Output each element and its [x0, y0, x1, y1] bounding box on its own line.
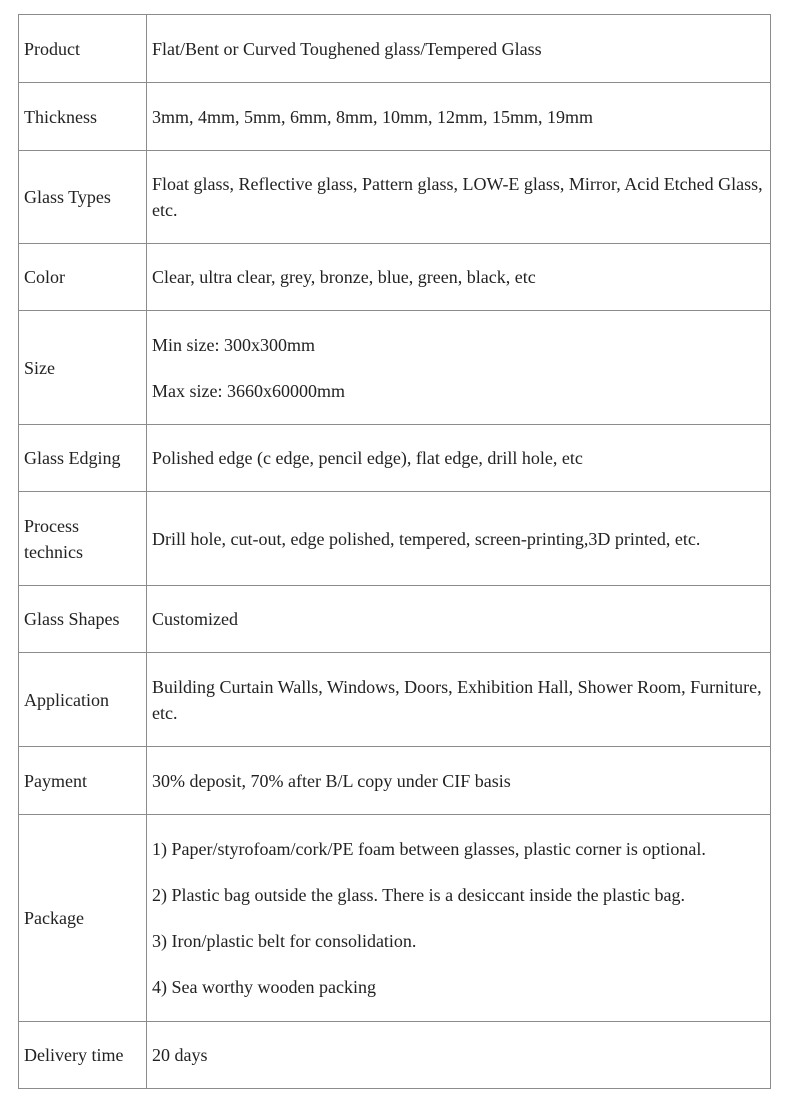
row-value: [147, 425, 771, 492]
value-line: Max size: 3660x60000mm: [152, 380, 345, 401]
value-line: 30% deposit, 70% after B/L copy under CIF basis: [152, 770, 511, 791]
row-label: Application: [19, 653, 147, 747]
row-label: Size: [19, 311, 147, 425]
table-row-delivery-time: [19, 1022, 771, 1089]
table-row-payment: [19, 747, 771, 815]
row-value: [147, 15, 771, 83]
row-label: Glass Types: [19, 151, 147, 244]
row-label: Thickness: [19, 83, 147, 151]
table-row-thickness: [19, 83, 771, 151]
value-line: 4) Sea worthy wooden packing: [152, 977, 376, 997]
value-line: 3mm, 4mm, 5mm, 6mm, 8mm, 10mm, 12mm, 15mm, 19mm: [152, 106, 594, 127]
row-value: [147, 653, 771, 747]
row-label: Glass Edging: [19, 425, 147, 492]
value-line: Flat/Bent or Curved Toughened glass/Tempered Glass: [152, 38, 542, 59]
table-row-size: [19, 311, 771, 425]
row-value: [147, 151, 771, 244]
row-value: [147, 1022, 771, 1089]
value-line: 3) Iron/plastic belt for consolidation.: [152, 931, 417, 951]
row-label: Product: [19, 15, 147, 83]
product-spec-table: [18, 14, 771, 1089]
value-line: Customized: [152, 609, 238, 629]
row-label: Glass Shapes: [19, 586, 147, 653]
value-line: Float glass, Reflective glass, Pattern glass, LOW-E glass, Mirror, Acid Etched Glass, etc.: [152, 174, 763, 220]
row-label: Process technics: [19, 492, 147, 586]
value-line: 1) Paper/styrofoam/cork/PE foam between glasses, plastic corner is optional.: [152, 839, 706, 859]
row-label: Payment: [19, 747, 147, 815]
row-label: Delivery time: [19, 1022, 147, 1089]
value-line: Drill hole, cut-out, edge polished, tempered, screen-printing,3D printed, etc.: [152, 528, 701, 549]
value-line: Polished edge (c edge, pencil edge), flat edge, drill hole, etc: [152, 448, 583, 468]
value-line: Building Curtain Walls, Windows, Doors, Exhibition Hall, Shower Room, Furniture, etc.: [152, 676, 762, 723]
table-row-glass-edging: [19, 425, 771, 492]
row-value: [147, 815, 771, 1022]
table-row-application: [19, 653, 771, 747]
table-row-glass-types: [19, 151, 771, 244]
table-row-glass-shapes: [19, 586, 771, 653]
row-value: [147, 311, 771, 425]
table-row-process-technics: [19, 492, 771, 586]
row-value: [147, 586, 771, 653]
table-row-package: [19, 815, 771, 1022]
row-value: [147, 492, 771, 586]
row-value: [147, 83, 771, 151]
row-value: [147, 244, 771, 311]
table-row-color: [19, 244, 771, 311]
value-line: 2) Plastic bag outside the glass. There is a desiccant inside the plastic bag.: [152, 885, 686, 905]
row-value: [147, 747, 771, 815]
table-row-product: [19, 15, 771, 83]
row-label: Package: [19, 815, 147, 1022]
value-line: Min size: 300x300mm: [152, 334, 315, 355]
row-label: Color: [19, 244, 147, 311]
value-line: Clear, ultra clear, grey, bronze, blue, green, black, etc: [152, 267, 536, 287]
value-line: 20 days: [152, 1045, 208, 1065]
